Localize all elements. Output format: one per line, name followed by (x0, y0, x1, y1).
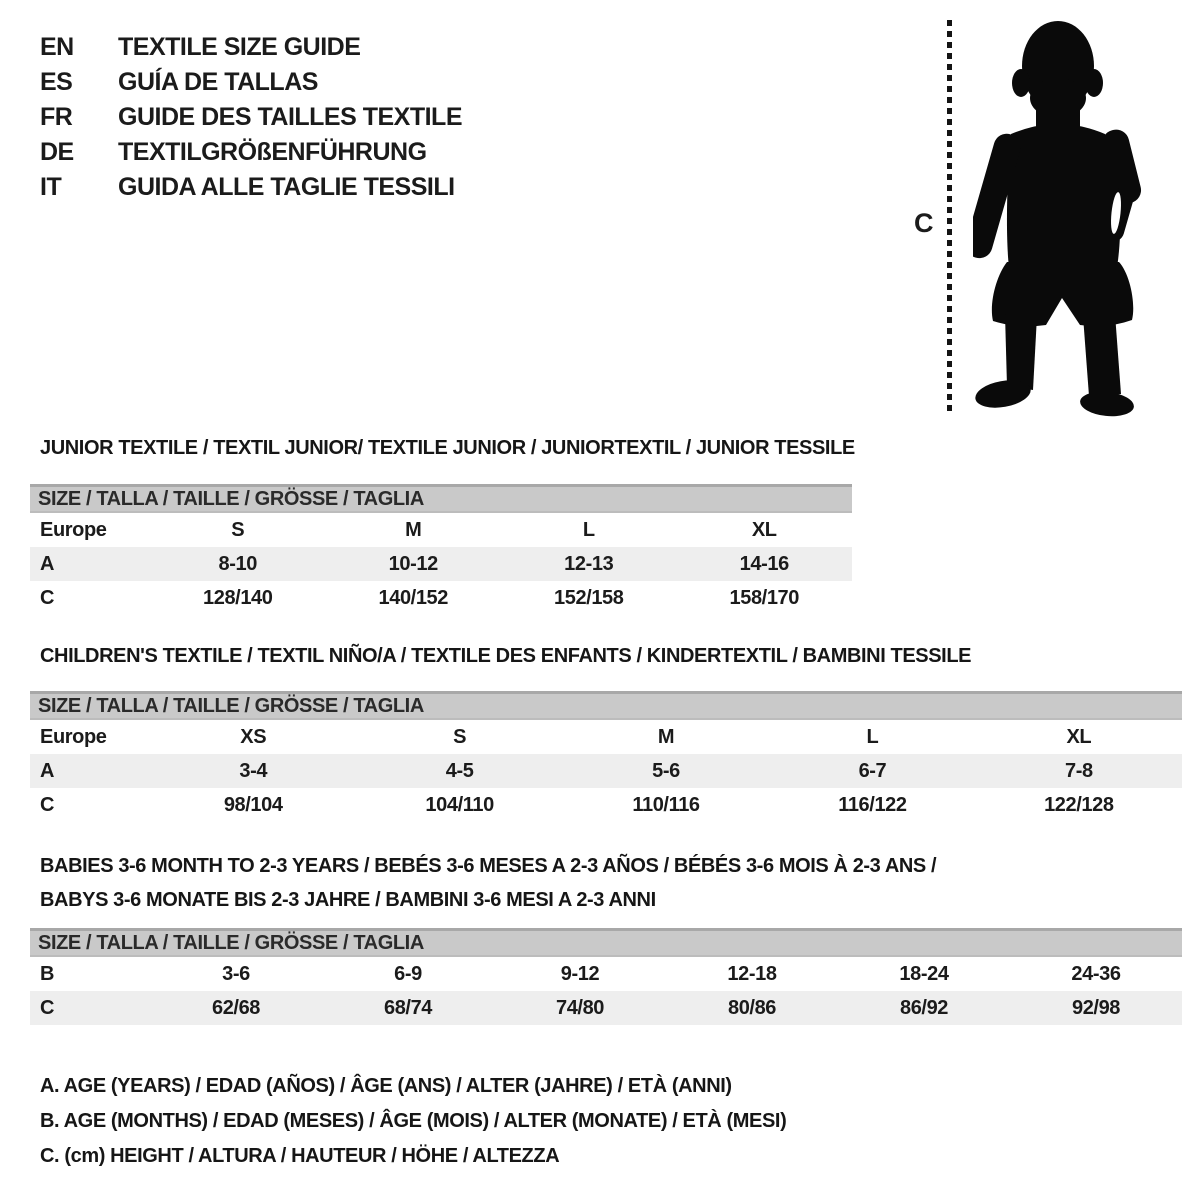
height-cell: 68/74 (383, 996, 433, 1019)
months-cell: 18-24 (899, 962, 949, 985)
age-cell: 4-5 (445, 759, 474, 782)
height-cell: 152/158 (554, 586, 624, 609)
size-header-band (30, 928, 1182, 957)
months-cell: 24-36 (1071, 962, 1121, 985)
language-row-fr (40, 100, 462, 135)
height-cell: 62/68 (211, 996, 261, 1019)
size-header-band (30, 484, 852, 513)
size-header-label: SIZE / TALLA / TAILLE / GRÖSSE / TAGLIA (38, 487, 424, 510)
junior-section-title: JUNIOR TEXTILE / TEXTIL JUNIOR/ TEXTILE JUNIOR / JUNIORTEXTIL / JUNIOR TESSILE (40, 437, 855, 459)
table-row-height (30, 788, 1182, 822)
row-label: C (40, 793, 55, 816)
table-row-europe (30, 513, 852, 547)
months-cell: 6-9 (394, 962, 422, 985)
language-row-it (40, 170, 462, 205)
months-cell: 9-12 (560, 962, 600, 985)
months-cell: 3-6 (222, 962, 250, 985)
guide-title: GUIDA ALLE TAGLIE TESSILI (118, 173, 455, 201)
height-cell: 110/116 (632, 793, 700, 816)
table-row-height (30, 581, 852, 615)
row-label: Europe (40, 518, 107, 541)
guide-title: TEXTILE SIZE GUIDE (118, 33, 361, 61)
language-code: EN (40, 33, 74, 61)
height-figure (900, 0, 1200, 432)
height-cell: 86/92 (899, 996, 949, 1019)
height-cell: 158/170 (729, 586, 799, 609)
height-cell: 116/122 (838, 793, 907, 816)
footnote-age-months: B. AGE (MONTHS) / EDAD (MESES) / ÂGE (MOIS) / ALTER (MONATE) / ETÀ (MESI) (40, 1110, 787, 1132)
age-cell: 6-7 (858, 759, 887, 782)
age-cell: 14-16 (739, 552, 789, 575)
height-measure-dotted-line (947, 20, 952, 416)
height-cell: 104/110 (425, 793, 494, 816)
age-cell: 7-8 (1064, 759, 1093, 782)
size-cell: XL (1066, 725, 1092, 748)
size-header-label: SIZE / TALLA / TAILLE / GRÖSSE / TAGLIA (38, 694, 424, 717)
table-row-age (30, 754, 1182, 788)
guide-title: TEXTILGRÖßENFÜHRUNG (118, 138, 427, 166)
toddler-silhouette-image (973, 16, 1147, 418)
row-label: C (40, 586, 55, 609)
size-cell: L (866, 725, 879, 748)
row-label: A (40, 552, 55, 575)
babies-section-title-line1: BABIES 3-6 MONTH TO 2-3 YEARS / BEBÉS 3-6 MESES A 2-3 AÑOS / BÉBÉS 3-6 MOIS À 2-3 ANS / (40, 855, 937, 877)
language-row-de (40, 135, 462, 170)
size-cell: M (405, 518, 422, 541)
age-cell: 5-6 (652, 759, 680, 782)
table-row-height (30, 991, 1182, 1025)
children-section-title: CHILDREN'S TEXTILE / TEXTIL NIÑO/A / TEXTILE DES ENFANTS / KINDERTEXTIL / BAMBINI TESSILE (40, 645, 972, 667)
months-cell: 12-18 (727, 962, 777, 985)
size-header-band (30, 691, 1182, 720)
age-cell: 8-10 (218, 552, 257, 575)
junior-size-table (30, 484, 852, 615)
row-label: B (40, 962, 55, 985)
language-code: DE (40, 138, 74, 166)
height-cell: 128/140 (203, 586, 273, 609)
row-label: Europe (40, 725, 107, 748)
table-row-age (30, 547, 852, 581)
row-label: C (40, 996, 55, 1019)
height-cell: 122/128 (1044, 793, 1114, 816)
height-cell: 92/98 (1071, 996, 1121, 1019)
language-title-list (40, 30, 462, 205)
age-cell: 3-4 (239, 759, 268, 782)
footnote-age-years: A. AGE (YEARS) / EDAD (AÑOS) / ÂGE (ANS) / ALTER (JAHRE) / ETÀ (ANNI) (40, 1075, 732, 1097)
size-cell: M (657, 725, 675, 748)
language-row-en (40, 30, 462, 65)
language-code: ES (40, 68, 73, 96)
table-row-europe (30, 720, 1182, 754)
height-cell: 74/80 (555, 996, 605, 1019)
guide-title: GUÍA DE TALLAS (118, 68, 318, 96)
size-cell: S (453, 725, 467, 748)
height-cell: 140/152 (378, 586, 448, 609)
children-size-table (30, 691, 1182, 822)
size-cell: S (231, 518, 245, 541)
size-cell: XL (751, 518, 777, 541)
language-code: FR (40, 103, 73, 131)
guide-title: GUIDE DES TAILLES TEXTILE (118, 103, 463, 131)
age-cell: 12-13 (564, 552, 614, 575)
babies-section-title-line2: BABYS 3-6 MONATE BIS 2-3 JAHRE / BAMBINI 3-6 MESI A 2-3 ANNI (40, 889, 656, 911)
size-cell: L (582, 518, 595, 541)
age-cell: 10-12 (388, 552, 438, 575)
size-cell: XS (240, 725, 267, 748)
height-measure-label: C (914, 208, 933, 238)
height-cell: 98/104 (223, 793, 283, 816)
row-label: A (40, 759, 55, 782)
language-row-es (40, 65, 462, 100)
babies-size-table (30, 928, 1182, 1025)
height-cell: 80/86 (727, 996, 777, 1019)
footnote-height-cm: C. (cm) HEIGHT / ALTURA / HAUTEUR / HÖHE / ALTEZZA (40, 1145, 560, 1167)
table-row-months (30, 957, 1182, 991)
language-code: IT (40, 173, 62, 201)
size-header-label: SIZE / TALLA / TAILLE / GRÖSSE / TAGLIA (38, 931, 424, 954)
